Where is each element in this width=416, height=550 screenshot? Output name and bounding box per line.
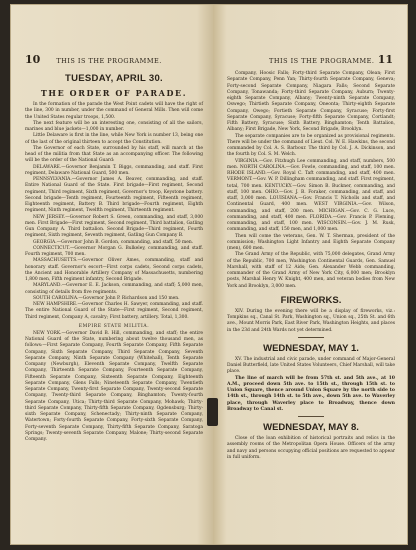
divider (298, 337, 324, 338)
running-title: THIS IS THE PROGRAMME. (56, 57, 162, 65)
fireworks-heading: FIREWORKS. (280, 294, 342, 306)
paragraph: Little Delaware is first in the line, while New York is number 13, being one of the last of the original thirteen to accept the Constitution. (25, 133, 203, 145)
paragraph: NEW YORK.—Governor David B. Hill, commanding, and staff; the entire National Guard of the State, numbering about twelve thousand men, as follows:—First Separate Company, Fourth Separate Company, Fifth Separate Company, Sixth Separate Company, Third Separate Company, Seventh Separate Company, Ninth Separate Company (Whitehall), Tenth Separate Company (Newburgh), Eleventh Separate Company, Twelfth Separate Company, Thirteenth Separate Company, Fourteenth Separate Company, Fifteenth Separate Company, Sixteenth Separate Company, Eighteenth Separate Company, Glens Falls; Nineteenth Separate Company, Twentieth Separate Company, Twenty-first Separate Company, Twenty-second Separate Company, Twenty-third Separate Company, Binghamton; Twenty-fourth Separate Company, Utica; Thirty-third Separate Company, Mohawk; Thirty-third Separate Company, Thirty-fifth Separate Company, Ogdensburg; Thirty-sixth Separate Company, Schenectady; Thirty-ninth Separate Company, Watertown; Forty-fourth Separate Company, Forty-sixth Separate Company, Forty-seventh Separate Company, Thirty-fifth Separate Company, Saratoga Springs; Twenty-seventh Separate Company, Malone; Thirty-second Separate Company. (25, 330, 203, 442)
paragraph: The separate companies are to be organized as provisional regiments. There will be under the command of Lieut. Col. W. E. Hawkins, the second commanded by Col. A. S. Barbour. The third by Col. J. A. Dickinson, and the fourth by Col. S. M. Welch. (227, 133, 395, 158)
paragraph: MASSACHUSETTS.—Governor Oliver Ames, commanding, staff and honorary staff. Governor's escort—First corps cadets, Second corps cadets, the Ancient and Honorable Artillery Company of Massachusetts, numbering 1,800 men, Fifth regiment infantry, Second Brigade. (25, 258, 203, 282)
divider (298, 416, 324, 417)
section-title: THE ORDER OF PARADE. (40, 88, 188, 98)
paragraph: Company, Hoosic Falls; Forty-third Separate Company, Olean; First Separate Company, Penn Yan; Thirty-fourth Separate Company, Geneva; Forty-second Separate Company, Niagara Falls; Second Separate Company, Tonawanda; Forty-third Separate Company, Auburn; Twenty-eighth Separate Company, Albany; Twenty-ninth Separate Company, Oswego; Thirtieth Separate Company, Oneonta; Thirty-eighth Separate Company, Owego; Fortieth Separate Company, Syracuse; Forty-first Separate Company, Syracuse; Forty-fifth Separate Company, Cortlandt; Fifth Battery, Syracuse; Sixth Battery, Binghamton; Tenth Battalion, Albany; First Brigade, New York, Second Brigade, Brooklyn. (227, 71, 395, 133)
paragraph: The Governor of each State, surrounded by his staff, will march at the head of the militia from that State as an accompanying officer. The following will be the order of the National Guard: (25, 145, 203, 164)
page-number: 11 (377, 53, 393, 66)
paragraph: MARYLAND.—Governor E. E. Jackson, commanding, and staff; 5,000 men, consisting of details from five regiments. (25, 283, 203, 295)
subheading: EMPIRE STATE MILITIA. (78, 323, 150, 329)
may8-heading: WEDNESDAY, MAY 8. (263, 422, 359, 433)
may1-text: XV. The industrial and civic parade, under command of Major-General Daniel Butterfield, late United States Volunteers, Chief Marshall, will take place. (227, 356, 395, 375)
paragraph: PENNSYLVANIA.—Governor James A. Beaver, commanding, and staff. Entire National Guard of the State. First brigade—First regiment, Second regiment, Third regiment, Sixth regiment, Governor's troop, Keystone battery. Second brigade—Tenth regiment, Fourteenth regiment, Fifteenth regiment, Eighteenth regiment, Battery B. Third brigade—Fourth regiment, Eighth regiment, Ninth regiment, Twelfth regiment, Thirteenth regiment. (25, 177, 203, 214)
paragraph: NEW HAMPSHIRE.—Governor Charles H. Sawyer, commanding, and staff. The entire National Guard of the State—First regiment, Second regiment, Third regiment, Company A, cavalry; First battery, artillery. Total, 1,300. (25, 302, 203, 320)
left-page (11, 5, 213, 544)
may1-route: The line of march will be from 57th st. and 5th ave., at 10 A.M., proceed down 5th ave. to 15th st., through 15th st. to Union Square, thence around Union Square by the north side to 14th st., through 14th st. to 5th ave., down 5th ave. to Waverley place, through Waverley place to Broadway, thence down Broadway to Canal st. (227, 375, 395, 412)
paragraph: NEW JERSEY.—Governor Robert S. Green, commanding, and staff, 3,000 men. First Brigade—First regiment, Second regiment, Third battalion, Gatling Gun Company A. Third battalion. Second Brigade—Third regiment, Fourth regiment, Sixth regiment, Seventh regiment, Gatling Gun Company B. (25, 214, 203, 239)
paragraph: Then will come the veterans, Gen. W. T. Sherman, president of the commission; Washington Light Infantry and Eighth Separate Company (men), 600 men. (227, 233, 395, 251)
paragraph: CONNECTICUT.—Governor Morgan G. Bulkeley, commanding, and staff. Fourth regiment, 700 men. (25, 245, 203, 257)
may1-heading: WEDNESDAY, MAY 1. (263, 342, 359, 354)
binding-clip (207, 398, 218, 426)
running-title: THIS IS THE PROGRAMME. (269, 57, 375, 65)
paragraph: DELAWARE.—Governor Benjamin T. Biggs, commanding, and staff. First regiment, Delaware National Guard, 500 men. (25, 164, 203, 176)
paragraph: GEORGIA.—Governor John B. Gordon, commanding, and staff, 50 men. (33, 239, 194, 245)
left-running-head (25, 53, 203, 66)
paragraph: SOUTH CAROLINA.—Governor John P. Richardson and 150 men. (33, 295, 180, 301)
left-content (25, 71, 203, 443)
paragraph: The next feature will be an interesting one, consisting of all the sailors, marines and blue jackets—1,000 in number. (25, 120, 203, 132)
book-spread (10, 4, 408, 545)
paragraph: VIRGINIA.—Gov. Fitzhugh Lee commanding, and staff, numbers, 500 men. NORTH CAROLINA.—Gov. Fowle, commanding, and staff, 100 men. RHODE ISLAND.—Gov. Royal C. Taft commanding, and staff, 400 men. VERMONT.—Gov. W. P. Dillingham commanding, and staff. First regiment, total, 700 men. KENTUCKY.—Gov. Simon B. Buckner, commanding, and staff, 100 men. OHIO.—Gov. J. B. Foraker, commanding, and staff, and staff, 3,000 men. LOUISIANA.—Gov. Francis T. Nicholls and staff, and Continental Guard, 400 men. WEST VIRGINIA.—Gov. Wilson, commanding, and staff, 200 men. MICHIGAN.—Gov. C. G. Luce, commanding, and staff, 400 men. FLORIDA.—Gov. Francis P. Fleming, commanding, and staff, 100 men. WISCONSIN.—Gov. J. M. Rusk, commanding, and staff, 150 men, and 1,000 men. (227, 158, 395, 233)
right-running-head (253, 53, 393, 66)
fireworks-text: XIV. During the evening there will be a display of fireworks, viz.: Tompkins sq., Canal St. Park, Washington sq., Union sq., 25th St. and 6th ave., Mount Morris Park, East River Park, Washington Heights, and places in the 23d and 24th Wards not yet determined. (227, 308, 395, 333)
date-heading: TUESDAY, APRIL 30. (65, 73, 163, 84)
may8-text: Close of the loan exhibition of historical portraits and relics in the assembly rooms of the Metropolitan Opera House. Officers of the army and navy and persons occupying official positions are requested to appear in full uniform. (227, 436, 395, 460)
page-number: 10 (25, 53, 41, 66)
paragraph: The Grand Army of the Republic, with 75,000 delegates, Grand Army of the Republic, 700 men, Washington Continental Guards, Gen. Samuel Marshall, with staff of 12 Aids; Gen. Alexander Webb commanding, commander of the Grand Army of New York City, 6,000 men; Brooklyn posts, Marshal Henry W. Knight, 400 men, and veteran bodies from New York and Brooklyn, 3,000 men. (227, 252, 395, 289)
right-content (227, 71, 395, 461)
right-page (213, 5, 408, 544)
paragraph: In the formation of the parade the West Point cadets will have the right of the line, 300 in number, under the command of General Mills. Then will come the United States regular troops, 1,500. (25, 102, 203, 120)
